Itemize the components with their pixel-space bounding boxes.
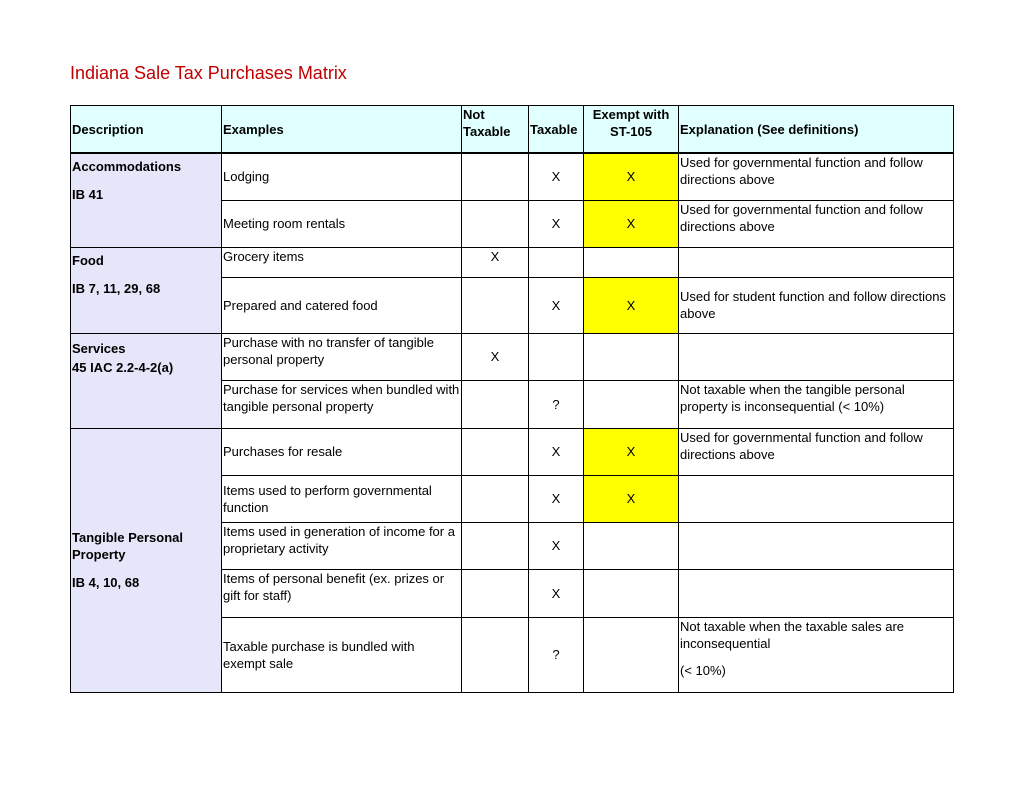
explanation-cell — [679, 247, 954, 277]
category-cell — [71, 153, 222, 247]
category-cell — [71, 247, 222, 333]
example-cell: Taxable purchase is bundled with exempt sale — [222, 617, 462, 692]
category-ref: IB 4, 10, 68 — [72, 575, 140, 590]
table-row — [71, 333, 954, 380]
example-cell: Meeting room rentals — [222, 200, 462, 247]
taxable-cell: X — [529, 277, 584, 333]
taxable-cell — [529, 247, 584, 277]
header-exempt: Exempt with ST-105 — [584, 106, 679, 154]
example-cell: Grocery items — [222, 247, 462, 277]
not-taxable-cell — [462, 475, 529, 522]
example-cell: Purchases for resale — [222, 428, 462, 475]
not-taxable-cell — [462, 380, 529, 428]
not-taxable-cell — [462, 569, 529, 617]
not-taxable-cell — [462, 617, 529, 692]
explanation-cell — [679, 333, 954, 380]
category-cell — [71, 428, 222, 692]
category-name: Services — [72, 340, 126, 356]
explanation-text: Not taxable when the taxable sales are inconsequential — [680, 618, 905, 651]
taxable-cell: X — [529, 522, 584, 569]
table-row — [71, 428, 954, 475]
category-ref: IB 41 — [72, 187, 104, 202]
taxable-cell: X — [529, 200, 584, 247]
example-cell: Lodging — [222, 153, 462, 200]
not-taxable-cell: X — [462, 333, 529, 380]
example-cell: Purchase for services when bundled with tangible personal property — [222, 380, 462, 428]
page-title: Indiana Sale Tax Purchases Matrix — [70, 63, 347, 83]
category-ref: IB 7, 11, 29, 68 — [72, 280, 161, 296]
not-taxable-cell: X — [462, 247, 529, 277]
exempt-cell: X — [584, 428, 679, 475]
table-row — [71, 153, 954, 200]
header-taxable: Taxable — [529, 106, 584, 154]
category-name: Food — [72, 252, 104, 268]
header-not-taxable: Not Taxable — [462, 106, 529, 154]
not-taxable-cell — [462, 153, 529, 200]
header-row — [71, 106, 954, 154]
category-ref: 45 IAC 2.2-4-2(a) — [72, 359, 174, 375]
example-cell: Items used in generation of income for a proprietary activity — [222, 522, 462, 569]
exempt-cell — [584, 522, 679, 569]
category-name: Tangible Personal Property — [72, 530, 184, 562]
exempt-cell: X — [584, 153, 679, 200]
explanation-cell — [679, 475, 954, 522]
explanation-cell — [679, 522, 954, 569]
explanation-cell: Used for governmental function and follow directions above — [679, 428, 954, 475]
taxable-cell: X — [529, 428, 584, 475]
exempt-cell: X — [584, 475, 679, 522]
explanation-cell — [679, 617, 954, 692]
category-name: Accommodations — [72, 159, 182, 174]
taxable-cell: X — [529, 475, 584, 522]
exempt-cell — [584, 380, 679, 428]
exempt-cell — [584, 617, 679, 692]
explanation-cell: Used for student function and follow directions above — [679, 277, 954, 333]
exempt-cell — [584, 569, 679, 617]
explanation-cell: Not taxable when the tangible personal property is inconsequential (< 10%) — [679, 380, 954, 428]
example-cell: Purchase with no transfer of tangible personal property — [222, 333, 462, 380]
exempt-cell: X — [584, 277, 679, 333]
taxable-cell: X — [529, 153, 584, 200]
explanation-cell: Used for governmental function and follow directions above — [679, 153, 954, 200]
category-cell — [71, 333, 222, 428]
header-description: Description — [71, 106, 222, 154]
exempt-cell — [584, 247, 679, 277]
explanation-cell: Used for governmental function and follow directions above — [679, 200, 954, 247]
example-cell: Prepared and catered food — [222, 277, 462, 333]
taxable-cell: ? — [529, 617, 584, 692]
taxable-cell: ? — [529, 380, 584, 428]
taxable-cell — [529, 333, 584, 380]
exempt-cell — [584, 333, 679, 380]
explanation-note: (< 10%) — [680, 662, 726, 678]
example-cell: Items of personal benefit (ex. prizes or gift for staff) — [222, 569, 462, 617]
example-cell: Items used to perform governmental function — [222, 475, 462, 522]
taxable-cell: X — [529, 569, 584, 617]
not-taxable-cell — [462, 277, 529, 333]
exempt-cell: X — [584, 200, 679, 247]
explanation-cell — [679, 569, 954, 617]
tax-matrix-table — [70, 105, 954, 693]
header-examples: Examples — [222, 106, 462, 154]
not-taxable-cell — [462, 200, 529, 247]
header-explanation: Explanation (See definitions) — [679, 106, 954, 154]
table-row — [71, 247, 954, 277]
not-taxable-cell — [462, 522, 529, 569]
not-taxable-cell — [462, 428, 529, 475]
